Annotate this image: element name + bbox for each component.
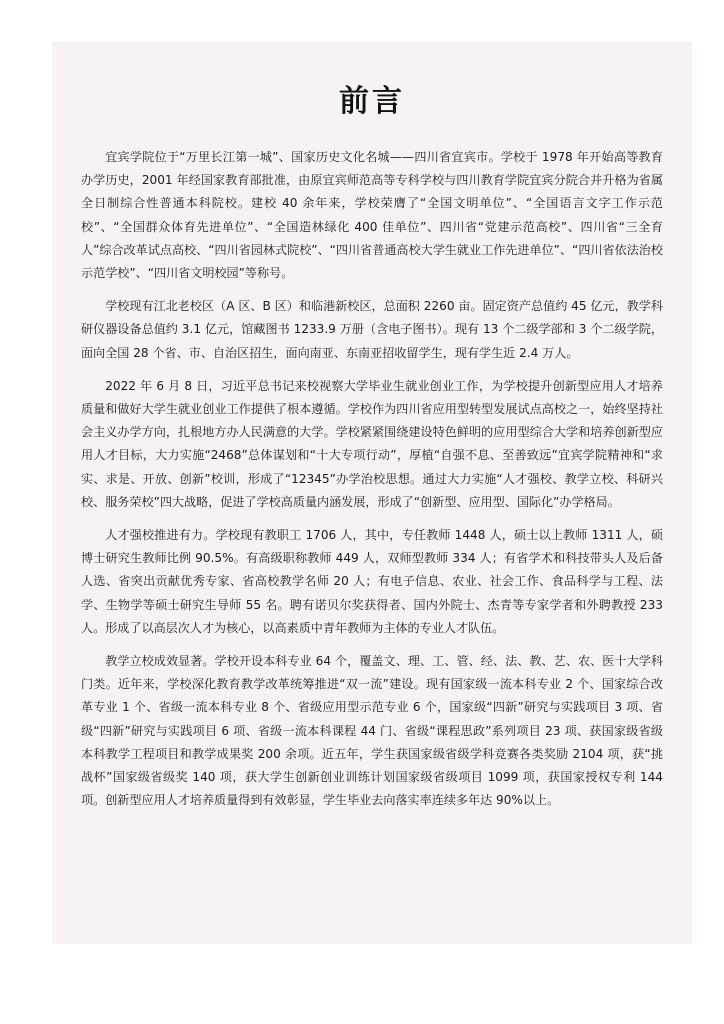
page-title: 前言 [339, 84, 405, 119]
paragraph-talent: 人才强校推进有力。学校现有教职工 1706 人，其中，专任教师 1448 人，硕士以上教师 1311 人，硕博士研究生教师比例 90.5%。有高级职称教师 449 人，双师型教师 334 人；有省学术和科技带头人及后备人选、省突出贡献优秀专家、省高校教学名师 20 人；有电子信息、农业、社会工作、食品科学与工程、法学、生物学等硕士研究生导师 55 名。聘有诺贝尔奖获得者、国内外院士、杰青等专家学者和外聘教授 233 人。形成了以高层次人才为核心，以高素质中青年教师为主体的专业人才队伍。 [81, 528, 663, 635]
paragraph-teaching: 教学立校成效显著。学校开设本科专业 64 个，覆盖文、理、工、管、经、法、教、艺、农、医十大学科门类。近年来，学校深化教育教学改革统筹推进“双一流”建设。现有国家级一流本科专业 2 个、国家综合改革专业 1 个、省级一流本科专业 8 个、省级应用型示范专业 6 个，国家级“四新”研究与实践项目 3 项、省级“四新”研究与实践项目 6 项、省级一流本科课程 44 门、省级“课程思政”系列项目 23 项、获国家级省级本科教学工程项目和教学成果奖 200 余项。近五年，学生获国家级省级学科竞赛各类奖励 2104 项，获“挑战杯”国家级省级奖 140 项，获大学生创新创业训练计划国家级省级项目 1099 项，获国家授权专利 144 项。创新型应用人才培养质量得到有效彰显，学生毕业去向落实率连续多年达 90%以上。 [81, 654, 663, 808]
paragraph-development: 2022 年 6 月 8 日，习近平总书记来校视察大学毕业生就业创业工作，为学校提升创新型应用人才培养质量和做好大学生就业创业工作提供了根本遵循。学校作为四川省应用型转型发展试点高校之一，始终坚持社会主义办学方向，扎根地方办人民满意的大学。学校紧紧围绕建设特色鲜明的应用型综合大学和培养创新型应用人才目标，大力实施“2468”总体谋划和“十大专项行动”，厚植“自强不息、至善致远”宜宾学院精神和“求实、求是、开放、创新”校训，形成了“12345”办学治校思想。通过大力实施“人才强校、教学立校、科研兴校、服务荣校”四大战略，促进了学校高质量内涵发展，形成了“创新型、应用型、国际化”办学格局。 [81, 378, 663, 509]
document-page [52, 42, 692, 944]
document-body [81, 146, 663, 822]
paragraph-intro: 宜宾学院位于“万里长江第一城”、国家历史文化名城——四川省宜宾市。学校于 1978 年开始高等教育办学历史，2001 年经国家教育部批准，由原宜宾师范高等专科学校与四川教育学院宜宾分院合并升格为省属全日制综合性普通本科院校。建校 40 余年来，学校荣膺了“全国文明单位”、“全国语言文字工作示范校”、“全国群众体育先进单位”、“全国造林绿化 400 佳单位”、四川省“党建示范高校”、四川省“三全育人”综合改革试点高校、“四川省园林式院校”、“四川省普通高校大学生就业工作先进单位”、“四川省依法治校示范学校”、“四川省文明校园”等称号。 [81, 150, 663, 281]
paragraph-campus: 学校现有江北老校区（A 区、B 区）和临港新校区，总面积 2260 亩。固定资产总值约 45 亿元，教学科研仪器设备总值约 3.1 亿元，馆藏图书 1233.9 万册（含电子图书）。现有 13 个二级学部和 3 个二级学院，面向全国 28 个省、市、自治区招生，面向南亚、东南亚招收留学生，现有学生近 2.4 万人。 [81, 299, 663, 360]
